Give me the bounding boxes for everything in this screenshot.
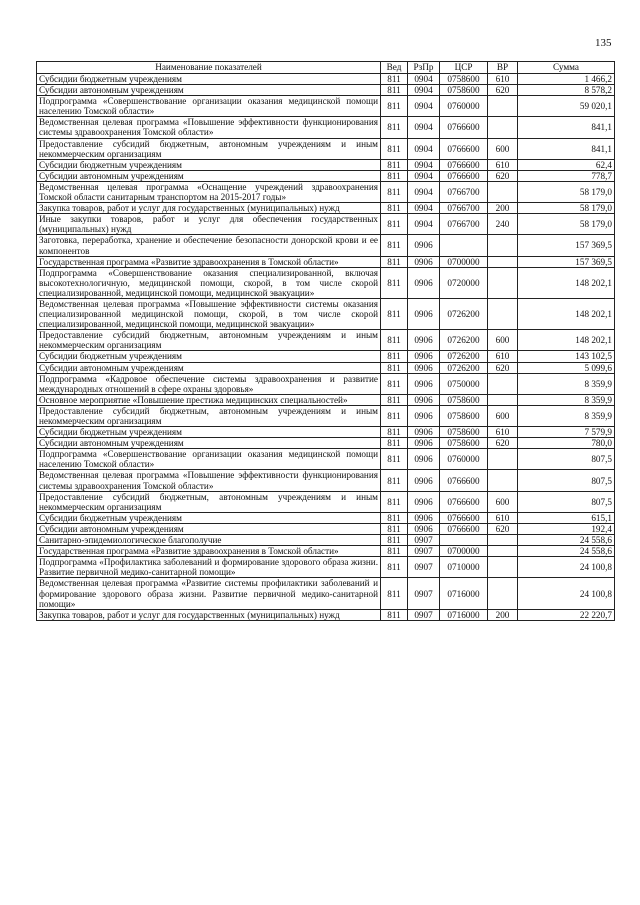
row-name: Государственная программа «Развитие здравоохранения в Томской области»	[37, 256, 381, 267]
table-row	[37, 74, 615, 85]
row-name: Подпрограмма «Профилактика заболеваний и формирование здорового образа жизни. Развитие первичной медико-санитарной помощи»	[37, 557, 381, 578]
table-row	[37, 470, 615, 491]
row-rzpr: 0904	[408, 159, 440, 170]
row-rzpr: 0904	[408, 96, 440, 117]
row-sum: 59 020,1	[518, 96, 615, 117]
table-row	[37, 546, 615, 557]
row-csr: 0766600	[440, 491, 488, 512]
row-rzpr: 0906	[408, 427, 440, 438]
row-sum: 143 102,5	[518, 351, 615, 362]
row-ved: 811	[381, 449, 408, 470]
row-sum: 24 100,8	[518, 578, 615, 609]
table-row	[37, 394, 615, 405]
row-name: Ведомственная целевая программа «Повышение эффективности функционирования системы здравоохранения Томской области»	[37, 117, 381, 138]
row-ved: 811	[381, 394, 408, 405]
table-row	[37, 512, 615, 523]
row-name: Закупка товаров, работ и услуг для государственных (муниципальных) нужд	[37, 203, 381, 214]
row-sum: 8 359,9	[518, 405, 615, 426]
row-vr	[488, 394, 518, 405]
row-rzpr: 0906	[408, 405, 440, 426]
row-rzpr: 0904	[408, 203, 440, 214]
row-ved: 811	[381, 235, 408, 256]
row-csr: 0710000	[440, 557, 488, 578]
row-rzpr: 0906	[408, 373, 440, 394]
row-rzpr: 0904	[408, 117, 440, 138]
row-vr	[488, 578, 518, 609]
row-csr: 0766600	[440, 170, 488, 181]
row-name: Субсидии автономным учреждениям	[37, 523, 381, 534]
row-name: Санитарно-эпидемиологическое благополучие	[37, 535, 381, 546]
row-sum: 157 369,5	[518, 256, 615, 267]
row-sum: 58 179,0	[518, 203, 615, 214]
row-sum: 148 202,1	[518, 330, 615, 351]
row-csr: 0766600	[440, 523, 488, 534]
row-csr: 0716000	[440, 578, 488, 609]
budget-table	[36, 61, 615, 621]
table-row	[37, 170, 615, 181]
table-row	[37, 159, 615, 170]
table-row	[37, 373, 615, 394]
row-vr: 620	[488, 438, 518, 449]
row-rzpr: 0904	[408, 138, 440, 159]
row-name: Подпрограмма «Кадровое обеспечение системы здравоохранения и развитие международных отношений в сфере охраны здоровья»	[37, 373, 381, 394]
row-ved: 811	[381, 138, 408, 159]
row-ved: 811	[381, 330, 408, 351]
row-sum: 8 359,9	[518, 373, 615, 394]
row-sum: 615,1	[518, 512, 615, 523]
row-rzpr: 0904	[408, 85, 440, 96]
row-rzpr: 0904	[408, 181, 440, 202]
row-name: Предоставление субсидий бюджетным, автономным учреждениям и иным некоммерческим организациям	[37, 491, 381, 512]
row-sum: 22 220,7	[518, 609, 615, 620]
row-sum: 157 369,5	[518, 235, 615, 256]
row-rzpr: 0906	[408, 256, 440, 267]
row-vr: 240	[488, 214, 518, 235]
row-name: Предоставление субсидий бюджетным, автономным учреждениям и иным некоммерческим организациям	[37, 330, 381, 351]
table-row	[37, 330, 615, 351]
table-row	[37, 557, 615, 578]
row-ved: 811	[381, 256, 408, 267]
row-sum: 192,4	[518, 523, 615, 534]
row-name: Закупка товаров, работ и услуг для государственных (муниципальных) нужд	[37, 609, 381, 620]
row-ved: 811	[381, 74, 408, 85]
row-vr	[488, 470, 518, 491]
row-ved: 811	[381, 535, 408, 546]
row-sum: 807,5	[518, 449, 615, 470]
row-ved: 811	[381, 405, 408, 426]
row-csr: 0758600	[440, 405, 488, 426]
row-vr	[488, 557, 518, 578]
row-csr: 0750000	[440, 373, 488, 394]
row-name: Государственная программа «Развитие здравоохранения в Томской области»	[37, 546, 381, 557]
row-vr: 610	[488, 159, 518, 170]
row-vr: 610	[488, 427, 518, 438]
row-ved: 811	[381, 362, 408, 373]
row-ved: 811	[381, 267, 408, 298]
row-rzpr: 0907	[408, 546, 440, 557]
row-rzpr: 0906	[408, 351, 440, 362]
row-vr: 200	[488, 203, 518, 214]
row-rzpr: 0904	[408, 170, 440, 181]
row-ved: 811	[381, 491, 408, 512]
row-name: Ведомственная целевая программа «Оснащение учреждений здравоохранения Томской области санитарным транспортом на 2015-2017 годы»	[37, 181, 381, 202]
table-row	[37, 85, 615, 96]
row-ved: 811	[381, 557, 408, 578]
table-header-row	[37, 62, 615, 74]
row-csr: 0766600	[440, 159, 488, 170]
header-csr: ЦСР	[440, 62, 488, 74]
row-vr	[488, 535, 518, 546]
row-sum: 24 558,6	[518, 546, 615, 557]
row-name: Субсидии автономным учреждениям	[37, 362, 381, 373]
row-name: Подпрограмма «Совершенствование организации оказания медицинской помощи населению Томской области»	[37, 449, 381, 470]
row-name: Основное мероприятие «Повышение престижа медицинских специальностей»	[37, 394, 381, 405]
row-csr: 0720000	[440, 267, 488, 298]
table-row	[37, 523, 615, 534]
row-vr	[488, 298, 518, 329]
row-rzpr: 0906	[408, 523, 440, 534]
table-row	[37, 298, 615, 329]
row-rzpr: 0906	[408, 470, 440, 491]
table-row	[37, 351, 615, 362]
row-vr	[488, 96, 518, 117]
row-vr	[488, 235, 518, 256]
row-csr: 0758600	[440, 85, 488, 96]
row-vr: 610	[488, 512, 518, 523]
row-vr: 620	[488, 362, 518, 373]
table-body	[37, 74, 615, 621]
row-csr: 0726200	[440, 298, 488, 329]
row-ved: 811	[381, 85, 408, 96]
row-ved: 811	[381, 214, 408, 235]
table-row	[37, 405, 615, 426]
header-sum: Сумма	[518, 62, 615, 74]
row-ved: 811	[381, 203, 408, 214]
row-csr: 0760000	[440, 449, 488, 470]
row-vr	[488, 117, 518, 138]
table-row	[37, 535, 615, 546]
row-sum: 780,0	[518, 438, 615, 449]
row-ved: 811	[381, 181, 408, 202]
row-csr: 0766700	[440, 181, 488, 202]
row-vr: 600	[488, 491, 518, 512]
page-number: 135	[595, 37, 612, 49]
row-csr: 0766600	[440, 470, 488, 491]
row-csr: 0716000	[440, 609, 488, 620]
row-name: Предоставление субсидий бюджетным, автономным учреждениям и иным некоммерческим организациям	[37, 405, 381, 426]
row-csr: 0766700	[440, 214, 488, 235]
row-csr: 0766600	[440, 138, 488, 159]
row-vr	[488, 256, 518, 267]
row-csr: 0766600	[440, 117, 488, 138]
row-rzpr: 0906	[408, 235, 440, 256]
row-vr	[488, 267, 518, 298]
row-csr: 0758600	[440, 394, 488, 405]
row-name: Субсидии автономным учреждениям	[37, 170, 381, 181]
row-name: Ведомственная целевая программа «Развитие системы профилактики заболеваний и формирование здорового образа жизни. Развитие первичной медико-санитарной помощи»	[37, 578, 381, 609]
row-ved: 811	[381, 170, 408, 181]
row-ved: 811	[381, 427, 408, 438]
row-ved: 811	[381, 512, 408, 523]
row-ved: 811	[381, 159, 408, 170]
row-sum: 24 100,8	[518, 557, 615, 578]
table-row	[37, 427, 615, 438]
row-ved: 811	[381, 438, 408, 449]
row-vr: 200	[488, 609, 518, 620]
row-rzpr: 0906	[408, 449, 440, 470]
row-vr: 610	[488, 74, 518, 85]
row-ved: 811	[381, 609, 408, 620]
row-ved: 811	[381, 96, 408, 117]
table-row	[37, 138, 615, 159]
row-sum: 8 359,9	[518, 394, 615, 405]
row-rzpr: 0906	[408, 362, 440, 373]
row-name: Иные закупки товаров, работ и услуг для обеспечения государственных (муниципальных) нужд	[37, 214, 381, 235]
row-csr: 0700000	[440, 256, 488, 267]
row-csr: 0700000	[440, 546, 488, 557]
header-vr: ВР	[488, 62, 518, 74]
row-sum: 807,5	[518, 491, 615, 512]
table-row	[37, 267, 615, 298]
row-csr: 0758600	[440, 74, 488, 85]
row-name: Субсидии автономным учреждениям	[37, 438, 381, 449]
row-vr	[488, 181, 518, 202]
row-ved: 811	[381, 117, 408, 138]
row-rzpr: 0906	[408, 491, 440, 512]
row-rzpr: 0906	[408, 267, 440, 298]
row-csr	[440, 535, 488, 546]
row-rzpr: 0906	[408, 438, 440, 449]
row-rzpr: 0904	[408, 214, 440, 235]
row-csr	[440, 235, 488, 256]
row-name: Субсидии бюджетным учреждениям	[37, 512, 381, 523]
row-vr: 620	[488, 85, 518, 96]
row-vr: 610	[488, 351, 518, 362]
row-name: Субсидии автономным учреждениям	[37, 85, 381, 96]
table-row	[37, 214, 615, 235]
row-name: Подпрограмма «Совершенствование оказания специализированной, включая высокотехнологичную, медицинской помощи, скорой, в том числе скорой специализированной, медицинской помощи, медицинской эвакуации»	[37, 267, 381, 298]
row-vr: 620	[488, 523, 518, 534]
row-csr: 0766700	[440, 203, 488, 214]
row-sum: 58 179,0	[518, 214, 615, 235]
row-sum: 62,4	[518, 159, 615, 170]
table-row	[37, 578, 615, 609]
table-row	[37, 117, 615, 138]
row-sum: 778,7	[518, 170, 615, 181]
row-name: Субсидии бюджетным учреждениям	[37, 351, 381, 362]
table-row	[37, 96, 615, 117]
row-name: Ведомственная целевая программа «Повышение эффективности функционирования системы здравоохранения Томской области»	[37, 470, 381, 491]
table-row	[37, 235, 615, 256]
row-ved: 811	[381, 298, 408, 329]
row-sum: 58 179,0	[518, 181, 615, 202]
row-name: Заготовка, переработка, хранение и обеспечение безопасности донорской крови и ее компонентов	[37, 235, 381, 256]
table-row	[37, 491, 615, 512]
row-sum: 5 099,6	[518, 362, 615, 373]
row-csr: 0726200	[440, 362, 488, 373]
row-csr: 0758600	[440, 438, 488, 449]
row-csr: 0760000	[440, 96, 488, 117]
row-csr: 0726200	[440, 351, 488, 362]
row-sum: 1 466,2	[518, 74, 615, 85]
row-csr: 0758600	[440, 427, 488, 438]
row-rzpr: 0907	[408, 578, 440, 609]
row-ved: 811	[381, 373, 408, 394]
row-rzpr: 0907	[408, 557, 440, 578]
row-sum: 8 578,2	[518, 85, 615, 96]
row-sum: 807,5	[518, 470, 615, 491]
row-csr: 0766600	[440, 512, 488, 523]
row-vr: 620	[488, 170, 518, 181]
row-sum: 841,1	[518, 138, 615, 159]
table-row	[37, 256, 615, 267]
row-rzpr: 0904	[408, 74, 440, 85]
row-name: Предоставление субсидий бюджетным, автономным учреждениям и иным некоммерческим организациям	[37, 138, 381, 159]
row-sum: 148 202,1	[518, 298, 615, 329]
row-ved: 811	[381, 578, 408, 609]
row-sum: 24 558,6	[518, 535, 615, 546]
row-vr: 600	[488, 330, 518, 351]
table-row	[37, 438, 615, 449]
row-ved: 811	[381, 523, 408, 534]
row-name: Субсидии бюджетным учреждениям	[37, 159, 381, 170]
header-rzpr: РзПр	[408, 62, 440, 74]
row-name: Ведомственная целевая программа «Повышение эффективности системы оказания специализированной медицинской помощи, скорой, в том числе скорой специализированной, медицинской помощи, медицинской эвакуации»	[37, 298, 381, 329]
table-row	[37, 449, 615, 470]
row-rzpr: 0906	[408, 512, 440, 523]
row-name: Субсидии бюджетным учреждениям	[37, 427, 381, 438]
header-name: Наименование показателей	[37, 62, 381, 74]
row-sum: 7 579,9	[518, 427, 615, 438]
row-vr: 600	[488, 138, 518, 159]
row-csr: 0726200	[440, 330, 488, 351]
row-sum: 841,1	[518, 117, 615, 138]
row-ved: 811	[381, 546, 408, 557]
row-rzpr: 0906	[408, 394, 440, 405]
row-rzpr: 0907	[408, 609, 440, 620]
row-vr	[488, 449, 518, 470]
header-ved: Вед	[381, 62, 408, 74]
row-vr	[488, 373, 518, 394]
row-ved: 811	[381, 470, 408, 491]
row-sum: 148 202,1	[518, 267, 615, 298]
table-row	[37, 181, 615, 202]
row-ved: 811	[381, 351, 408, 362]
table-row	[37, 362, 615, 373]
row-name: Субсидии бюджетным учреждениям	[37, 74, 381, 85]
row-rzpr: 0906	[408, 330, 440, 351]
row-vr: 600	[488, 405, 518, 426]
table-row	[37, 203, 615, 214]
row-rzpr: 0906	[408, 298, 440, 329]
table-row	[37, 609, 615, 620]
row-rzpr: 0907	[408, 535, 440, 546]
row-name: Подпрограмма «Совершенствование организации оказания медицинской помощи населению Томской области»	[37, 96, 381, 117]
row-vr	[488, 546, 518, 557]
